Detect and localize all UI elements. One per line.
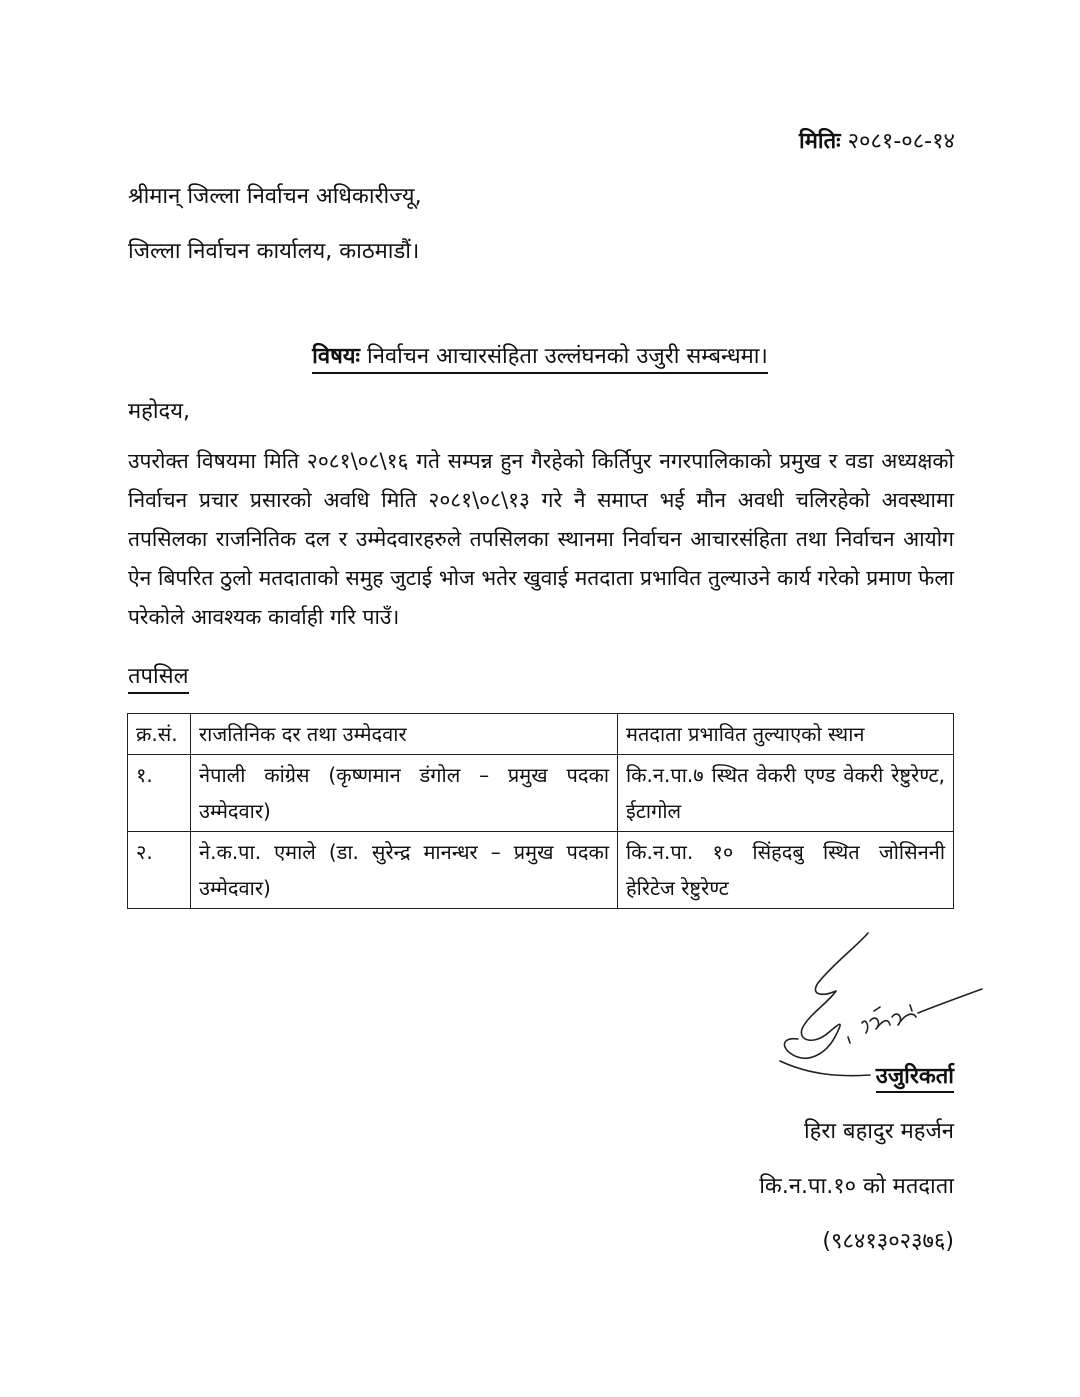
row-serial: २. xyxy=(128,832,191,909)
signatory-phone: (९८४१३०२३७६) xyxy=(822,1229,954,1254)
header-place: मतदाता प्रभावित तुल्याएको स्थान xyxy=(618,714,954,755)
signatory-designation: कि.न.पा.१० को मतदाता xyxy=(759,1174,954,1199)
header-candidate: राजतिनिक दर तथा उम्मेदवार xyxy=(191,714,618,755)
recipient-line-2: जिल्ला निर्वाचन कार्यालय, काठमाडौं। xyxy=(128,239,420,264)
table-row xyxy=(128,832,954,909)
letter-body: उपरोक्त विषयमा मिति २०८१\०८\१६ गते सम्पन्न हुन गैरहेको किर्तिपुर नगरपालिकाको प्रमुख र वडा अध्यक्षको निर्वाचन प्रचार प्रसारको अवधि मिति २०८१\०८\१३ गरे नै समाप्त भई मौन अवधी चलिरहेको अवस्थामा तपसिलका राजनितिक दल र उम्मेदवारहरुले तपसिलका स्थानमा निर्वाचन आचारसंहिता तथा निर्वाचन आयोग ऐन बिपरित ठुलो मतदाताको समुह जुटाई भोज भतेर खुवाई मतदाता प्रभावित तुल्याउने कार्य गरेको प्रमाण फेला परेकोले आवश्यक कार्वाही गरि पाउँ। xyxy=(128,449,954,629)
row-serial: १. xyxy=(128,755,191,832)
header-serial: क्र.सं. xyxy=(128,714,191,755)
signatory-name: हिरा बहादुर महर्जन xyxy=(803,1119,954,1144)
subject-text: निर्वाचन आचारसंहिता उल्लंघनको उजुरी सम्बन्धमा। xyxy=(367,344,768,369)
subject-line xyxy=(0,340,1080,374)
letter-date xyxy=(799,125,955,155)
row-place: कि.न.पा. १० सिंहदबु स्थित जोसिननी हेरिटेज रेष्टुरेण्ट xyxy=(618,832,954,909)
subject-underline xyxy=(312,340,768,374)
details-heading: तपसिल xyxy=(128,660,189,694)
date-label: मितिः xyxy=(799,129,841,154)
table-header-row xyxy=(128,714,954,755)
row-candidate: ने.क.पा. एमाले (डा. सुरेन्द्र मानन्धर – प्रमुख पदका उम्मेदवार) xyxy=(191,832,618,909)
salutation: महोदय, xyxy=(128,399,190,424)
date-value: २०८१-०८-१४ xyxy=(847,129,955,154)
row-place: कि.न.पा.७ स्थित वेकरी एण्ड वेकरी रेष्टुरेण्ट, ईटागोल xyxy=(618,755,954,832)
details-table xyxy=(127,713,954,909)
table-row xyxy=(128,755,954,832)
recipient-line-1: श्रीमान् जिल्ला निर्वाचन अधिकारीज्यू, xyxy=(128,184,422,209)
subject-label: विषयः xyxy=(312,344,361,369)
signatory-role: उजुरिकर्ता xyxy=(876,1060,954,1093)
row-candidate: नेपाली कांग्रेस (कृष्णमान डंगोल – प्रमुख पदका उम्मेदवार) xyxy=(191,755,618,832)
